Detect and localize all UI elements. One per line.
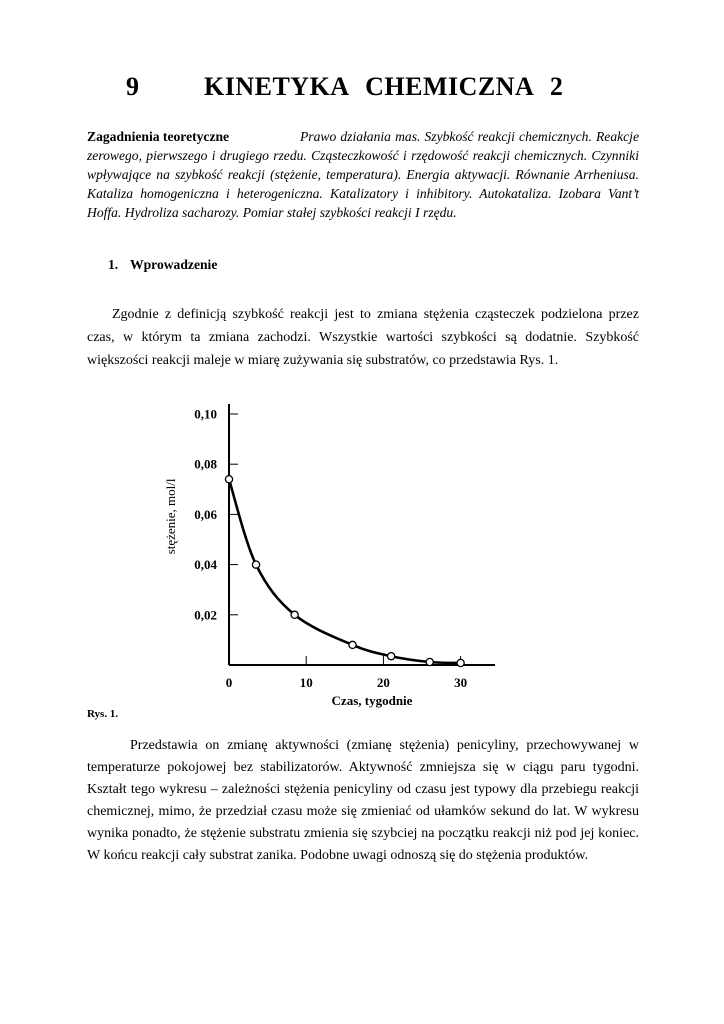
x-axis-label: Czas, tygodnie [331, 693, 413, 708]
y-tick-label: 0,10 [194, 406, 217, 422]
data-point [349, 641, 356, 648]
data-point [252, 561, 259, 568]
section-number: 1. [108, 257, 119, 272]
data-point [291, 611, 298, 618]
topics-text: Prawo działania mas. Szybkość reakcji chemicznych. Reakcje zerowego, pierwszego i drugiego rzedu. Cząsteczkowość i rzędowość reakcji chemicznych. Czynniki wpływające na szybkość reakcji (stężenie, temperatura). Energia aktywacji. Równanie Arrheniusa. Kataliza homogeniczna i heterogeniczna. Katalizatory i inhibitory. Autokataliza. Izobara Vant’t Hoffa. Hydroliza sacharozy. Pomiar stałej szybkości reakcji I rzędu. [87, 129, 639, 220]
data-point [225, 476, 232, 483]
data-point [457, 659, 464, 666]
x-tick-label: 10 [299, 675, 313, 690]
series-line [229, 479, 461, 663]
x-tick-label: 20 [376, 675, 390, 690]
section-title: Wprowadzenie [130, 257, 218, 272]
description-paragraph: Przedstawia on zmianę aktywności (zmianę stężenia) penicyliny, przechowywanej w temperaturze pokojowej bez stabilizatorów. Aktywność zmniejsza się w ciągu paru tygodni. Kształt tego wykresu – zależności stężenia penicyliny od czasu jest typowy dla przebiegu reakcji chemicznej, mimo, że przedział czasu może się zmieniać od ułamków sekund do lat. W wykresu wynika ponadto, że stężenie substratu zmienia się szybciej na początku reakcji niż pod jej koniec. W końcu reakcji cały substrat zanika. Podobne uwagi odnoszą się do stężenia produktów. [87, 738, 639, 863]
y-tick-label: 0,06 [194, 506, 217, 522]
y-tick-label: 0,02 [194, 607, 217, 623]
x-tick-label: 30 [454, 675, 468, 690]
data-point [426, 658, 433, 665]
figure-caption: Rys. 1. [87, 708, 119, 720]
y-tick-label: 0,08 [194, 456, 217, 472]
chapter-number: 9 [126, 72, 139, 101]
data-point [388, 653, 395, 660]
y-axis-label: stężenie, mol/l [163, 478, 178, 555]
topics-label: Zagadnienia teoretyczne [87, 129, 230, 144]
intro-paragraph: Zgodnie z definicją szybkość reakcji jest to zmiana stężenia cząsteczek podzielona przez czas, w którym ta zmiana zachodzi. Wszystkie wartości szybkości są dodatnie. Szybkość większości reakcji maleje w miarę zużywania się substratów, co przedstawia Rys. 1. [87, 307, 639, 368]
y-tick-label: 0,04 [194, 557, 217, 573]
chapter-title: KINETYKA CHEMICZNA 2 [204, 72, 564, 101]
x-tick-label: 0 [225, 675, 233, 690]
